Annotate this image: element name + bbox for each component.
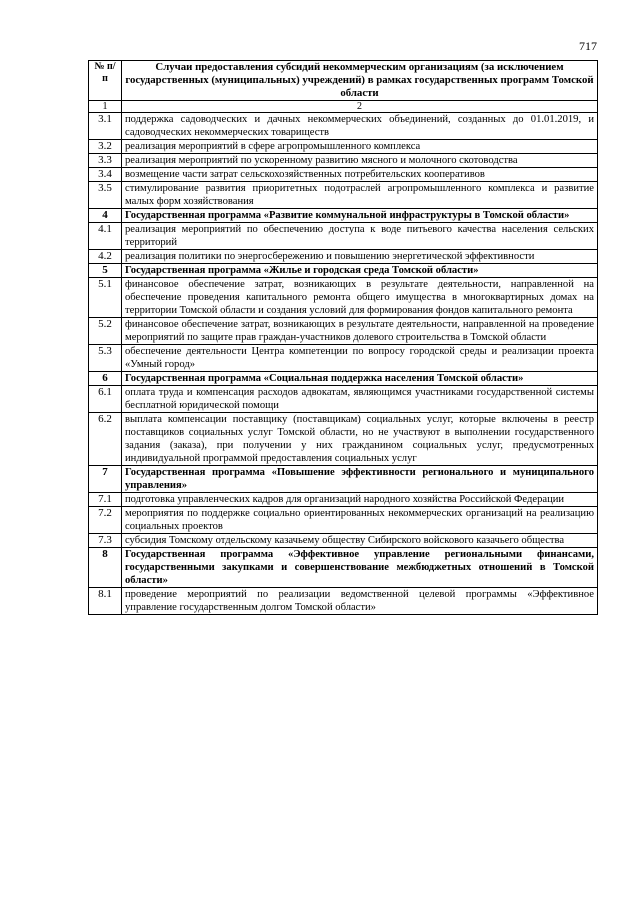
row-number: 5.1 <box>89 278 122 318</box>
table-row <box>89 250 598 264</box>
row-number: 3.1 <box>89 113 122 140</box>
table-row <box>89 113 598 140</box>
row-text: реализация политики по энергосбережению и повышению энергетической эффективности <box>122 250 598 264</box>
row-text: Государственная программа «Социальная поддержка населения Томской области» <box>122 372 598 386</box>
table-row <box>89 278 598 318</box>
row-text: Государственная программа «Повышение эффективности регионального и муниципального управления» <box>122 466 598 493</box>
row-number: 6.1 <box>89 386 122 413</box>
column-index-1: 1 <box>89 101 122 113</box>
row-number: 6.2 <box>89 413 122 466</box>
row-number: 7 <box>89 466 122 493</box>
column-index-row <box>89 101 598 113</box>
table-row <box>89 182 598 209</box>
row-text: финансовое обеспечение затрат, возникающих в результате деятельности, направленной на проведение мероприятий по защите прав граждан-участников долевого строительства в Томской области <box>122 318 598 345</box>
subsidy-table <box>88 60 598 615</box>
table-row <box>89 493 598 507</box>
table-header-row <box>89 61 598 101</box>
row-text: Государственная программа «Жилье и городская среда Томской области» <box>122 264 598 278</box>
table-row <box>89 413 598 466</box>
row-text: поддержка садоводческих и дачных некоммерческих объединений, созданных до 01.01.2019, и садоводческих некоммерческих товариществ <box>122 113 598 140</box>
table-row <box>89 507 598 534</box>
table-row <box>89 140 598 154</box>
row-number: 4.1 <box>89 223 122 250</box>
table-row <box>89 154 598 168</box>
header-title: Случаи предоставления субсидий некоммерческим организациям (за исключением государственных (муниципальных) учреждений) в рамках государственных программ Томской области <box>122 61 598 101</box>
table-row <box>89 345 598 372</box>
table-row <box>89 534 598 548</box>
row-number: 4 <box>89 209 122 223</box>
row-text: стимулирование развития приоритетных подотраслей агропромышленного комплекса и развитие малых форм хозяйствования <box>122 182 598 209</box>
row-number: 3.2 <box>89 140 122 154</box>
row-number: 7.1 <box>89 493 122 507</box>
row-text: возмещение части затрат сельскохозяйственных потребительских кооперативов <box>122 168 598 182</box>
row-number: 3.3 <box>89 154 122 168</box>
row-number: 7.2 <box>89 507 122 534</box>
row-number: 3.5 <box>89 182 122 209</box>
column-index-2: 2 <box>122 101 598 113</box>
row-number: 6 <box>89 372 122 386</box>
table-row <box>89 386 598 413</box>
row-text: субсидия Томскому отдельскому казачьему обществу Сибирского войскового казачьего общества <box>122 534 598 548</box>
table-row <box>89 588 598 615</box>
table-row <box>89 168 598 182</box>
row-text: подготовка управленческих кадров для организаций народного хозяйства Российской Федерации <box>122 493 598 507</box>
row-number: 8.1 <box>89 588 122 615</box>
program-row <box>89 466 598 493</box>
header-num-label: № п/п <box>89 61 122 101</box>
page-number: 717 <box>579 39 597 53</box>
program-row <box>89 548 598 588</box>
row-text: обеспечение деятельности Центра компетенции по вопросу городской среды и реализации проекта «Умный город» <box>122 345 598 372</box>
row-text: реализация мероприятий по обеспечению доступа к воде питьевого качества населения сельских территорий <box>122 223 598 250</box>
row-number: 5.2 <box>89 318 122 345</box>
row-number: 3.4 <box>89 168 122 182</box>
row-text: реализация мероприятий по ускоренному развитию мясного и молочного скотоводства <box>122 154 598 168</box>
row-text: Государственная программа «Эффективное управление региональными финансами, государственными закупками и совершенствование межбюджетных отношений в Томской области» <box>122 548 598 588</box>
table-row <box>89 318 598 345</box>
row-number: 7.3 <box>89 534 122 548</box>
row-number: 5 <box>89 264 122 278</box>
table-row <box>89 223 598 250</box>
row-text: мероприятия по поддержке социально ориентированных некоммерческих организаций на реализацию социальных проектов <box>122 507 598 534</box>
program-row <box>89 372 598 386</box>
row-number: 5.3 <box>89 345 122 372</box>
row-text: проведение мероприятий по реализации ведомственной целевой программы «Эффективное управление государственным долгом Томской области» <box>122 588 598 615</box>
program-row <box>89 264 598 278</box>
row-text: реализация мероприятий в сфере агропромышленного комплекса <box>122 140 598 154</box>
row-text: выплата компенсации поставщику (поставщикам) социальных услуг, которые включены в реестр поставщиков социальных услуг Томской области, но не участвуют в выполнении государственного задания (заказа), при получении у них гражданином социальных услуг, предусмотренных индивидуальной программой предоставления социальных услуг <box>122 413 598 466</box>
row-text: оплата труда и компенсация расходов адвокатам, являющимся участниками государственной системы бесплатной юридической помощи <box>122 386 598 413</box>
row-text: Государственная программа «Развитие коммунальной инфраструктуры в Томской области» <box>122 209 598 223</box>
row-number: 4.2 <box>89 250 122 264</box>
program-row <box>89 209 598 223</box>
row-number: 8 <box>89 548 122 588</box>
row-text: финансовое обеспечение затрат, возникающих в результате деятельности, направленной на обеспечение проведения капитального ремонта общего имущества в многоквартирных домах на территории Томской области и создания условий для формирования фондов капитального ремонта <box>122 278 598 318</box>
